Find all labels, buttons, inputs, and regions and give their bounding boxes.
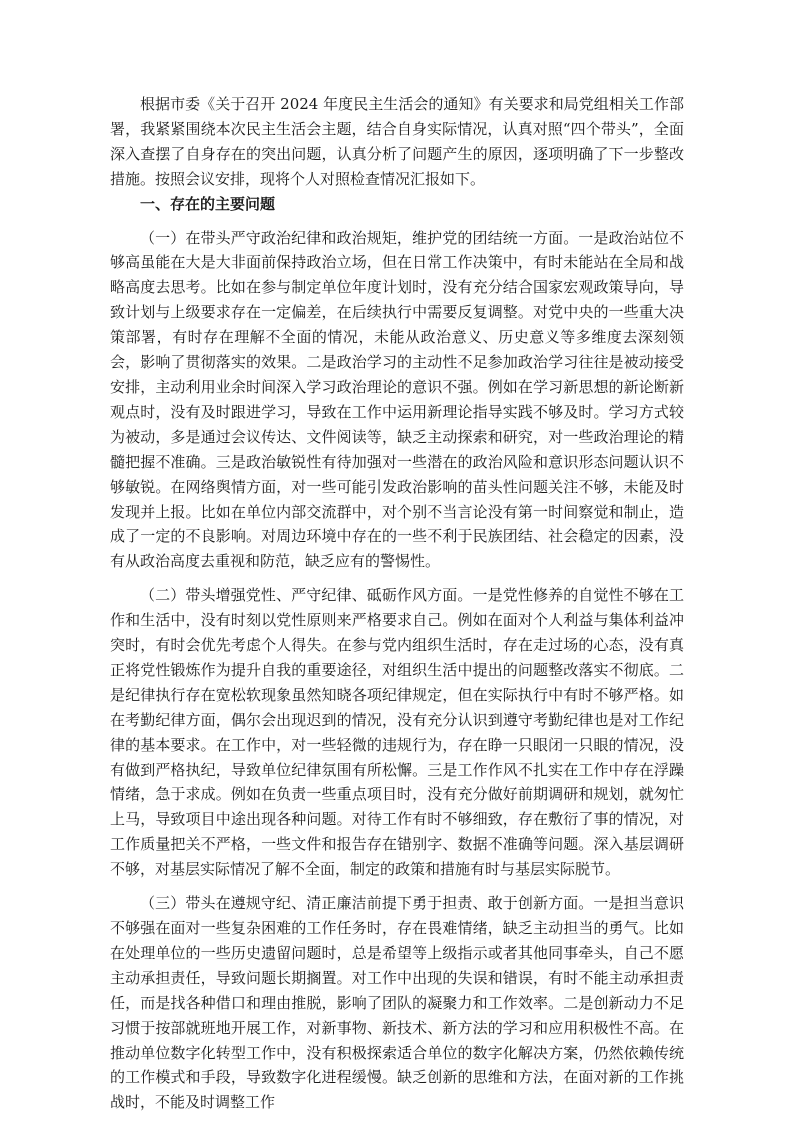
body-paragraph-3: （三）带头在遵规守纪、清正廉洁前提下勇于担责、敢于创新方面。一是担当意识不够强在面对一些复杂困难的工作任务时，存在畏难情绪，缺乏主动担当的勇气。比如在处理单位的一些历史遗留问题时，总是希望等上级指示或者其他同事牵头，自己不愿主动承担责任，导致问题长期搁置。对工作中出现的失误和错误，有时不能主动承担责任，而是找各种借口和理由推脱，影响了团队的凝聚力和工作效率。二是创新动力不足习惯于按部就班地开展工作，对新事物、新技术、新方法的学习和应用积极性不高。在推动单位数字化转型工作中，没有积极探索适合单位的数字化解决方案，仍然依赖传统的工作模式和手段，导致数字化进程缓慢。缺乏创新的思维和方法，在面对新的工作挑战时，不能及时调整工作 xyxy=(110,894,684,1112)
body-paragraph-2: （二）带头增强党性、严守纪律、砥砺作风方面。一是党性修养的自觉性不够在工作和生活中，没有时刻以党性原则来严格要求自己。例如在面对个人利益与集体利益冲突时，有时会优先考虑个人得失。在参与党内组织生活时，存在走过场的心态，没有真正将党性锻炼作为提升自我的重要途径，对组织生活中提出的问题整改落实不彻底。二是纪律执行存在宽松软现象虽然知晓各项纪律规定，但在实际执行中有时不够严格。如在考勤纪律方面，偶尔会出现迟到的情况，没有充分认识到遵守考勤纪律也是对工作纪律的基本要求。在工作中，对一些轻微的违规行为，存在睁一只眼闭一只眼的情况，没有做到严格执纪，导致单位纪律氛围有所松懈。三是工作作风不扎实在工作中存在浮躁情绪，急于求成。例如在负责一些重点项目时，没有充分做好前期调研和规划，就匆忙上马，导致项目中途出现各种问题。对待工作有时不够细致，存在敷衍了事的情况，对工作质量把关不严格，一些文件和报告存在错别字、数据不准确等问题。深入基层调研不够，对基层实际情况了解不全面，制定的政策和措施有时与基层实际脱节。 xyxy=(110,586,684,879)
body-paragraph-1: （一）在带头严守政治纪律和政治规矩，维护党的团结统一方面。一是政治站位不够高虽能在大是大非面前保持政治立场，但在日常工作决策中，有时未能站在全局和战略高度去思考。比如在参与制定单位年度计划时，没有充分结合国家宏观政策导向，导致计划与上级要求存在一定偏差，在后续执行中需要反复调整。对党中央的一些重大决策部署，有时存在理解不全面的情况，未能从政治意义、历史意义等多维度去深刻领会，影响了贯彻落实的效果。二是政治学习的主动性不足参加政治学习往往是被动接受安排，主动利用业余时间深入学习政治理论的意识不强。例如在学习新思想的新论断新观点时，没有及时跟进学习，导致在工作中运用新理论指导实践不够及时。学习方式较为被动，多是通过会议传达、文件阅读等，缺乏主动探索和研究，对一些政治理论的精髓把握不准确。三是政治敏锐性有待加强对一些潜在的政治风险和意识形态问题认识不够敏锐。在网络舆情方面，对一些可能引发政治影响的苗头性问题关注不够，未能及时发现并上报。比如在单位内部交流群中，对个别不当言论没有第一时间察觉和制止，造成了一定的不良影响。对周边环境中存在的一些不利于民族团结、社会稳定的因素，没有从政治高度去重视和防范，缺乏应有的警惕性。 xyxy=(110,228,684,571)
intro-paragraph: 根据市委《关于召开 2024 年度民主生活会的通知》有关要求和局党组相关工作部署，我紧紧围绕本次民主生活会主题，结合自身实际情况，认真对照“四个带头”，全面深入查摆了自身存在的突出问题，认真分析了问题产生的原因，逐项明确了下一步整改措施。按照会议安排，现将个人对照检查情况汇报如下。 xyxy=(110,95,684,188)
document-page xyxy=(110,92,684,1115)
section-heading: 一、存在的主要问题 xyxy=(140,194,276,213)
